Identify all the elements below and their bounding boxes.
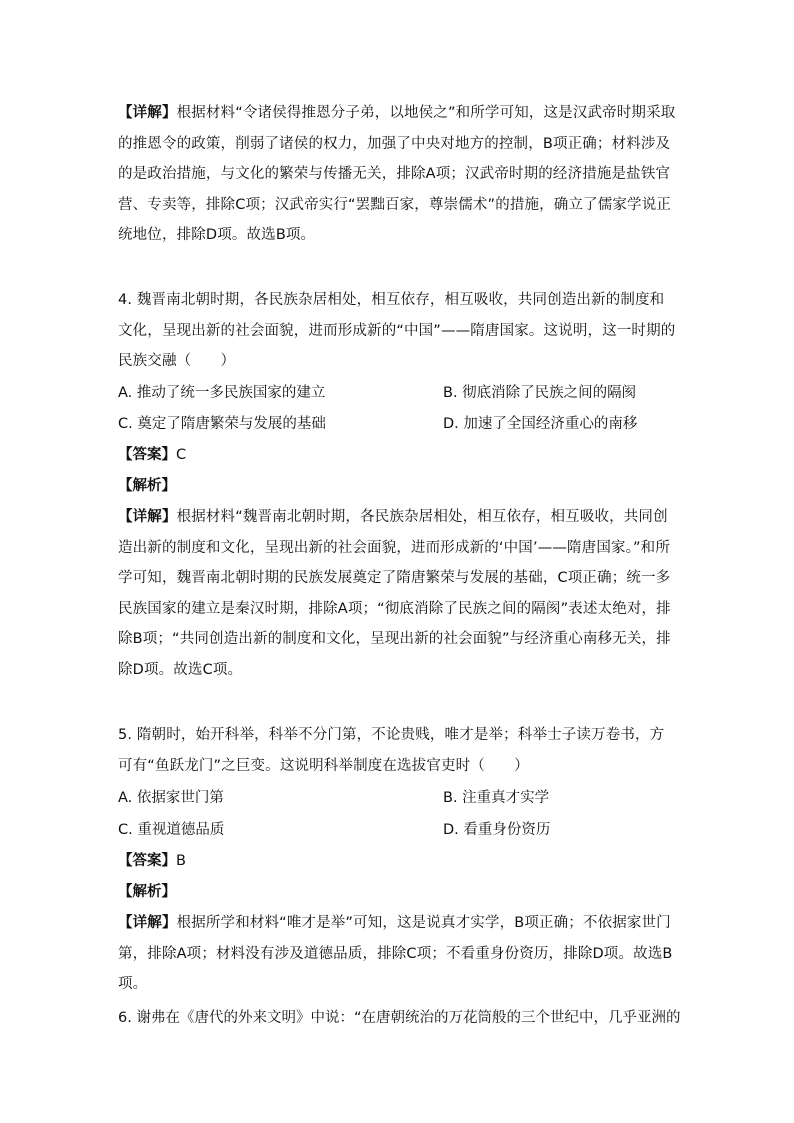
detail-label: 【详解】 [118, 915, 177, 931]
q4-option-b: B. 彻底消除了民族之间的隔阂 [443, 385, 637, 401]
answer-label: 【答案】 [118, 447, 176, 463]
answer-value: C [176, 447, 187, 463]
q5-option-c: C. 重视道德品质 [118, 822, 225, 838]
q4-option-d: D. 加速了全国经济重心的南移 [443, 416, 638, 432]
q4-option-c: C. 奠定了隋唐繁荣与发展的基础 [118, 416, 326, 432]
q6-stem: 6. 谢弗在《唐代的外来文明》中说：“在唐朝统治的万花筒般的三个世纪中，几乎亚洲的 [118, 1010, 681, 1026]
q4-answer [118, 440, 186, 470]
analysis-label: 【解析】 [118, 884, 176, 900]
q5-answer [118, 846, 186, 876]
detail-text: 根据材料“魏晋南北朝时期，各民族杂居相处，相互依存，相互吸收，共同创造出新的制度和文化，呈现出新的社会面貌，进而形成新的‘中国’——隋唐国家。”和所学可知，魏晋南北朝时期的民族发展奠定了隋唐繁荣与发展的基础，C项正确；统一多民族国家的建立是秦汉时期，排除A项；“彻底消除了民族之间的隔阂”表述太绝对，排除B项；“共同创造出新的制度和文化，呈现出新的社会面貌”与经济重心南移无关，排除D项。故选C项。 [118, 509, 671, 678]
answer-label: 【答案】 [118, 853, 176, 869]
q5-option-b: B. 注重真才实学 [443, 790, 550, 806]
q5-stem: 5. 隋朝时，始开科举，科举不分门第，不论贵贱，唯才是举；科举士子读万卷书，方可有“鱼跃龙门”之巨变。这说明科举制度在选拔官吏时（ ） [118, 727, 665, 774]
q5-detail [118, 908, 678, 1000]
q4-option-a: A. 推动了统一多民族国家的建立 [118, 385, 326, 401]
q5-option-d: D. 看重身份资历 [443, 822, 551, 838]
q4-detail [118, 502, 678, 685]
answer-value: B [176, 853, 186, 869]
analysis-label: 【解析】 [118, 478, 176, 494]
detail-text: 根据材料“令诸侯得推恩分子弟，以地侯之”和所学可知，这是汉武帝时期采取的推恩令的政策，削弱了诸侯的权力，加强了中央对地方的控制，B项正确；材料涉及的是政治措施，与文化的繁荣与传播无关，排除A项；汉武帝时期的经济措施是盐铁官营、专卖等，排除C项；汉武帝实行“罢黜百家，尊崇儒术”的措施，确立了儒家学说正统地位，排除D项。故选B项。 [118, 105, 676, 243]
q5-analysis-label [118, 877, 176, 907]
q4-stem: 4. 魏晋南北朝时期，各民族杂居相处，相互依存，相互吸收，共同创造出新的制度和文化，呈现出新的社会面貌，进而形成新的“中国”——隋唐国家。这说明，这一时期的民族交融（ ） [118, 292, 676, 369]
q4-analysis-label [118, 471, 176, 501]
q5-option-a: A. 依据家世门第 [118, 790, 224, 806]
q3-detail [118, 98, 678, 251]
detail-label: 【详解】 [118, 509, 177, 525]
detail-label: 【详解】 [118, 105, 177, 121]
detail-text: 根据所学和材料“唯才是举”可知，这是说真才实学，B项正确；不依据家世门第，排除A项；材料没有涉及道德品质，排除C项；不看重身份资历，排除D项。故选B项。 [118, 915, 673, 992]
